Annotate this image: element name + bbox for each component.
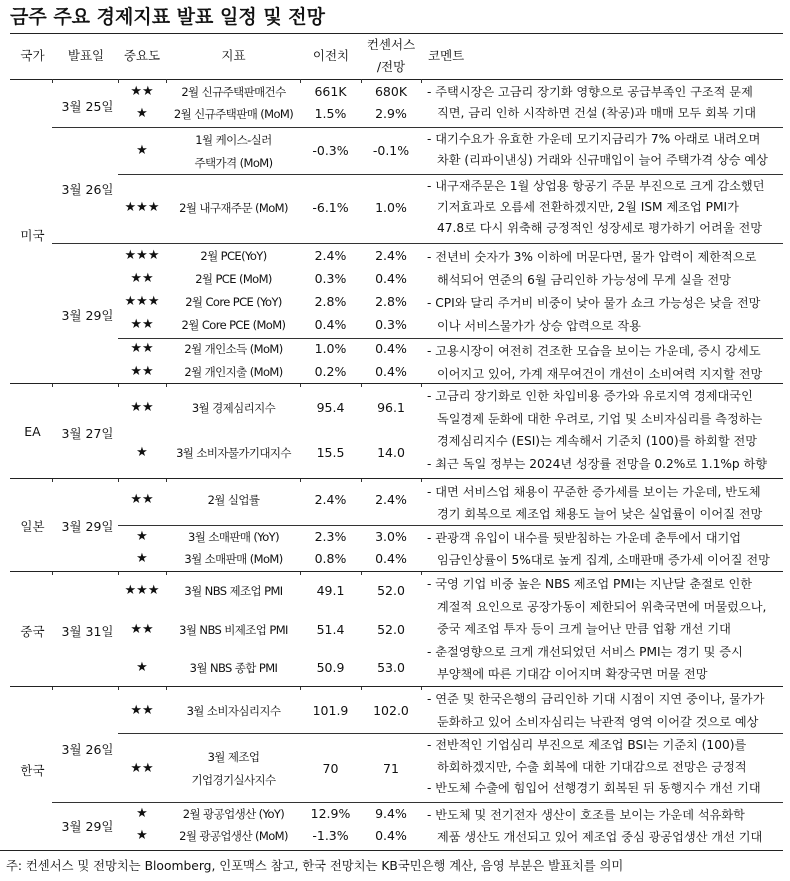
importance-stars: ★★★: [124, 583, 160, 598]
consensus-value: 14.0: [377, 445, 405, 460]
importance-stars: ★★: [130, 364, 154, 379]
row-divider: [118, 174, 783, 175]
importance-stars: ★: [136, 551, 148, 566]
indicator-name: 2월 개인소득 (MoM): [184, 342, 283, 356]
previous-value: 0.2%: [314, 364, 347, 379]
comment-cn-pmi: - 국영 기업 비중 높은 NBS 제조업 PMI는 지난달 춘절로 인한 계절적 요인으로 공장가동이 제한되어 위축국면에 머물렀으나, 중국 제조업 투자 등이 크게 늘어난 만큼 업황 개선 기대 - 춘절영향으로 크게 개선되었던 서비스 PMI는 경기 및 증시 부양책에 따른 기대감 이어지며 확장국면 머물 전망: [427, 577, 767, 681]
previous-value: 51.4: [316, 622, 345, 637]
date-cn-0331: 3월 31일: [61, 624, 114, 639]
footnote: 주: 컨센서스 및 전망치는 Bloomberg, 인포맥스 참고, 한국 전망치는 KB국민은행 계산, 음영 부분은 발표치를 의미: [6, 859, 624, 873]
consensus-value: 680K: [374, 84, 408, 99]
header-consensus-line1: 컨센서스: [366, 37, 416, 52]
country-ea: EA: [24, 424, 41, 439]
consensus-value: 2.8%: [375, 294, 407, 309]
importance-stars: ★: [136, 828, 148, 843]
importance-stars: ★: [136, 660, 148, 675]
consensus-value: 0.4%: [375, 271, 407, 286]
previous-value: 2.4%: [314, 492, 347, 507]
consensus-value: 2.4%: [375, 492, 407, 507]
row-divider: [52, 243, 783, 244]
date-us-0325: 3월 25일: [61, 99, 114, 114]
indicator-name: 2월 광공업생산 (MoM): [179, 829, 288, 843]
row-divider: [52, 802, 783, 803]
previous-value: 2.3%: [314, 529, 347, 544]
importance-stars: ★★★: [124, 248, 160, 263]
previous-value: 1.0%: [314, 341, 347, 356]
consensus-value: -0.1%: [372, 143, 410, 158]
consensus-value: 96.1: [377, 400, 405, 415]
header-comment: 코멘트: [428, 48, 465, 63]
consensus-value: 0.3%: [375, 317, 407, 332]
indicator-name: 3월 소매판매 (YoY): [188, 530, 279, 544]
previous-value: 12.9%: [310, 806, 351, 821]
consensus-value: 102.0: [373, 703, 409, 718]
previous-value: 1.5%: [314, 106, 347, 121]
indicator-name: 2월 Core PCE (MoM): [181, 318, 286, 332]
date-us-0329: 3월 29일: [61, 308, 114, 323]
page-title: 금주 주요 경제지표 발표 일정 및 전망: [10, 6, 325, 28]
previous-value: 0.4%: [314, 317, 347, 332]
importance-stars: ★★: [130, 400, 154, 415]
previous-value: 95.4: [316, 400, 345, 415]
previous-value: 50.9: [316, 660, 345, 675]
comment-ea-sentiment: - 고금리 장기화로 인한 차입비용 증가와 유로지역 경제대국인 독일경제 둔화에 대한 우려로, 기업 및 소비자심리를 측정하는 경제심리지수 (ESI)는 계속해서 기준치 (100)를 하회할 전망 - 최근 독일 정부는 2024년 성장률 전망을 0.2%로 1.1%p 하향: [427, 389, 768, 471]
consensus-value: 0.4%: [375, 364, 407, 379]
previous-value: -0.3%: [312, 143, 349, 158]
indicator-name: 3월 소비자물가기대지수: [176, 446, 291, 460]
indicator-name: 2월 개인지출 (MoM): [184, 365, 283, 379]
indicator-name: 3월 NBS 제조업 PMI: [184, 584, 283, 598]
importance-stars: ★★: [130, 761, 154, 776]
previous-value: -1.3%: [312, 828, 349, 843]
consensus-value: 2.4%: [375, 248, 407, 263]
comment-us-durable-goods: - 내구재주문은 1월 상업용 항공기 주문 부진으로 크게 감소했던 기저효과로 오름세 전환하겠지만, 2월 ISM 제조업 PMI가 47.8로 다시 위축해 긍정적인 성장세로 평가하기 어려울 전망: [427, 179, 765, 235]
header-consensus-line2: /전망: [376, 59, 406, 74]
indicator-name-line1: 1월 케이스-실러: [195, 133, 272, 147]
comment-us-income-spending: - 고용시장이 여전히 견조한 모습을 보이는 가운데, 증시 강세도 이어지고 있어, 가계 재무여건이 개선이 소비여력 지지할 전망: [427, 344, 763, 381]
header-country: 국가: [20, 48, 45, 63]
date-ea-0327: 3월 27일: [61, 426, 114, 441]
indicator-name-line1: 3월 제조업: [207, 750, 260, 764]
previous-value: 661K: [314, 84, 347, 99]
importance-stars: ★★★: [124, 294, 160, 309]
importance-stars: ★★★: [124, 200, 160, 215]
comment-kr-industrial-production: - 반도체 및 전기전자 생산이 호조를 보이는 가운데 석유화학 제품 생산도 개선되고 있어 제조업 중심 광공업생산 개선 기대: [427, 808, 763, 844]
importance-stars: ★★: [130, 271, 154, 286]
comment-kr-consumer-sentiment: - 연준 및 한국은행의 금리인하 기대 시점이 지연 중이나, 물가가 둔화하고 있어 소비자심리는 낙관적 영역 이어갈 것으로 예상: [427, 692, 765, 729]
comment-us-pce: - 전년비 숫자가 3% 이하에 머문다면, 물가 압력이 제한적으로 해석되어 연준의 6월 금리인하 가능성에 무게 실을 전망 - CPI와 달리 주거비 비중이 낮아 물가 쇼크 가능성은 낮을 전망 이나 서비스물가가 상승 압력으로 작용: [427, 250, 761, 333]
date-us-0326: 3월 26일: [61, 182, 114, 197]
importance-stars: ★★: [130, 622, 154, 637]
row-divider: [118, 338, 783, 339]
section-divider-ea: [10, 478, 783, 479]
consensus-value: 0.4%: [375, 551, 407, 566]
header-importance: 중요도: [123, 48, 161, 63]
importance-stars: ★: [136, 106, 148, 121]
indicator-name-line2: 기업경기실사지수: [191, 773, 276, 787]
indicator-name: 2월 내구재주문 (MoM): [179, 201, 288, 215]
importance-stars: ★★: [130, 317, 154, 332]
indicator-name: 2월 PCE(YoY): [200, 249, 267, 263]
table-top-rule: [10, 33, 783, 34]
comment-us-case-shiller: - 대기수요가 유효한 가운데 모기지금리가 7% 아래로 내려오며 차환 (리파이낸싱) 거래와 신규매입이 늘어 주택가격 상승 예상: [427, 132, 768, 167]
table-bottom-rule: [0, 850, 783, 851]
section-divider-jp: [10, 571, 783, 572]
header-date: 발표일: [67, 48, 105, 63]
row-divider: [118, 525, 783, 526]
comment-jp-retail: - 관광객 유입이 내수를 뒷받침하는 가운데 춘투에서 대기업 임금인상률이 5%대로 높게 집계, 소매판매 증가세 이어질 전망: [427, 531, 770, 567]
date-kr-0326: 3월 26일: [61, 742, 114, 757]
previous-value: 70: [322, 761, 339, 776]
date-kr-0329: 3월 29일: [61, 819, 114, 834]
previous-value: 2.8%: [314, 294, 347, 309]
importance-stars: ★★: [130, 341, 154, 356]
row-divider: [118, 733, 783, 734]
previous-value: 0.8%: [314, 551, 347, 566]
previous-value: -6.1%: [312, 200, 349, 215]
previous-value: 49.1: [316, 583, 345, 598]
header-bottom-rule: [10, 79, 783, 80]
indicator-name: 3월 NBS 비제조업 PMI: [179, 623, 288, 637]
indicator-name: 3월 경제심리지수: [191, 401, 276, 415]
comment-us-housing: - 주택시장은 고금리 장기화 영향으로 공급부족인 구조적 문제 직면, 금리 인하 시작하면 건설 (착공)과 매매 모두 회복 기대: [427, 85, 757, 120]
indicator-name: 2월 신규주택판매 (MoM): [173, 107, 294, 121]
indicator-name: 3월 소비자심리지수: [186, 704, 281, 718]
consensus-value: 52.0: [377, 622, 405, 637]
country-us: 미국: [20, 228, 45, 243]
importance-stars: ★: [136, 445, 148, 460]
date-jp-0329: 3월 29일: [61, 519, 114, 534]
header-previous: 이전치: [312, 48, 350, 63]
previous-value: 15.5: [316, 445, 345, 460]
importance-stars: ★: [136, 143, 148, 158]
country-kr: 한국: [20, 763, 45, 778]
importance-stars: ★★: [130, 492, 154, 507]
header-indicator: 지표: [221, 48, 246, 63]
consensus-value: 1.0%: [375, 200, 407, 215]
indicator-name: 2월 신규주택판매건수: [181, 85, 286, 99]
section-divider-us: [10, 383, 783, 384]
comment-kr-bsi: - 전반적인 기업심리 부진으로 제조업 BSI는 기준치 (100)를 하회하겠지만, 수출 회복에 대한 기대감으로 전망은 긍정적 - 반도체 수출에 힘입어 선행경기 회복된 뒤 동행지수 개선 기대: [427, 738, 761, 795]
indicator-name: 2월 Core PCE (YoY): [185, 295, 282, 309]
indicator-name: 3월 소매판매 (MoM): [184, 552, 283, 566]
consensus-value: 2.9%: [375, 106, 407, 121]
indicator-name: 2월 광공업생산 (YoY): [182, 807, 285, 821]
importance-stars: ★: [136, 806, 148, 821]
consensus-value: 3.0%: [375, 529, 407, 544]
country-cn: 중국: [20, 624, 45, 639]
indicator-name: 3월 NBS 종합 PMI: [189, 661, 278, 675]
consensus-value: 0.4%: [375, 828, 407, 843]
indicator-name: 2월 실업률: [207, 493, 260, 507]
importance-stars: ★★: [130, 84, 154, 99]
consensus-value: 9.4%: [375, 806, 407, 821]
previous-value: 0.3%: [314, 271, 347, 286]
section-divider-cn: [10, 686, 783, 687]
importance-stars: ★: [136, 529, 148, 544]
indicator-name: 2월 PCE (MoM): [195, 272, 272, 286]
country-jp: 일본: [20, 519, 45, 534]
previous-value: 2.4%: [314, 248, 347, 263]
consensus-value: 71: [383, 761, 399, 776]
previous-value: 101.9: [312, 703, 349, 718]
consensus-value: 0.4%: [375, 341, 407, 356]
consensus-value: 53.0: [377, 660, 405, 675]
importance-stars: ★★: [130, 703, 154, 718]
indicator-name-line2: 주택가격 (MoM): [194, 156, 273, 170]
row-divider: [52, 127, 783, 128]
consensus-value: 52.0: [377, 583, 405, 598]
comment-jp-unemployment: - 대면 서비스업 채용이 꾸준한 증가세를 보이는 가운데, 반도체 경기 회복으로 제조업 채용도 늘어 낮은 실업률이 이어질 전망: [427, 485, 763, 521]
